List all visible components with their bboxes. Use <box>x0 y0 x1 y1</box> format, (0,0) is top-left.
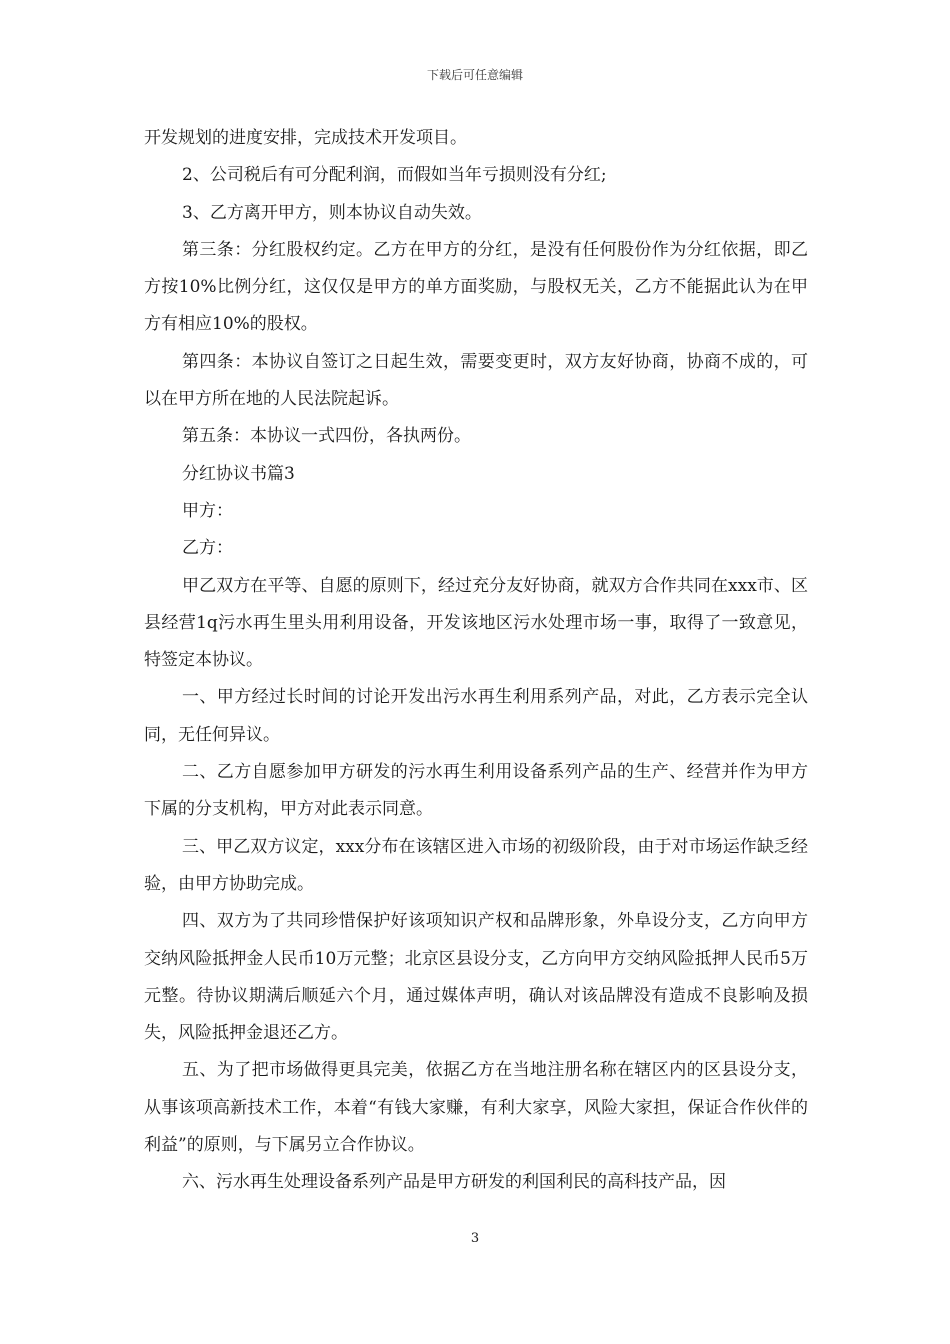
paragraph: 四、双方为了共同珍惜保护好该项知识产权和品牌形象，外阜设分支，乙方向甲方交纳风险抵押金人民币10万元整；北京区县设分支，乙方向甲方交纳风险抵押人民币5万元整。待协议期满后顺延六个月，通过媒体声明，确认对该品牌没有造成不良影响及损失，风险抵押金退还乙方。 <box>144 911 808 1044</box>
document-body <box>144 120 808 1202</box>
paragraph: 分红协议书篇3 <box>182 463 295 484</box>
paragraph: 三、甲乙双方议定，xxx分布在该辖区进入市场的初级阶段，由于对市场运作缺乏经验，由甲方协助完成。 <box>144 836 808 894</box>
paragraph: 3、乙方离开甲方，则本协议自动失效。 <box>182 202 482 223</box>
paragraph: 第三条：分红股权约定。乙方在甲方的分红，是没有任何股份作为分红依据，即乙方按10%比例分红，这仅仅是甲方的单方面奖励，与股权无关，乙方不能据此认为在甲方有相应10%的股权。 <box>144 239 808 335</box>
paragraph: 五、为了把市场做得更具完美，依据乙方在当地注册名称在辖区内的区县设分支，从事该项高新技术工作，本着“有钱大家赚，有利大家享，风险大家担，保证合作伙伴的利益”的原则，与下属另立合作协议。 <box>144 1060 808 1156</box>
paragraph: 第五条：本协议一式四份，各执两份。 <box>182 426 471 447</box>
paragraph: 开发规划的进度安排，完成技术开发项目。 <box>144 128 467 148</box>
paragraph: 甲方： <box>182 500 233 521</box>
paragraph: 一、甲方经过长时间的讨论开发出污水再生利用系列产品，对此，乙方表示完全认同，无任何异议。 <box>144 687 808 745</box>
paragraph: 2、公司税后有可分配利润，而假如当年亏损则没有分红; <box>182 165 607 186</box>
page-number: 3 <box>470 1231 480 1246</box>
paragraph: 乙方： <box>182 538 233 559</box>
paragraph: 第四条：本协议自签订之日起生效，需要变更时，双方友好协商，协商不成的，可以在甲方所在地的人民法院起诉。 <box>144 351 808 410</box>
paragraph: 甲乙双方在平等、自愿的原则下，经过充分友好协商，就双方合作共同在xxx市、区县经营1q污水再生里头用利用设备，开发该地区污水处理市场一事，取得了一致意见，特签定本协议。 <box>144 575 808 671</box>
page-header-note: 下载后可任意编辑 <box>426 68 523 82</box>
paragraph: 二、乙方自愿参加甲方研发的污水再生利用设备系列产品的生产、经营并作为甲方下属的分支机构，甲方对此表示同意。 <box>144 762 808 820</box>
paragraph: 六、污水再生处理设备系列产品是甲方研发的利国利民的高科技产品，因 <box>182 1172 726 1193</box>
